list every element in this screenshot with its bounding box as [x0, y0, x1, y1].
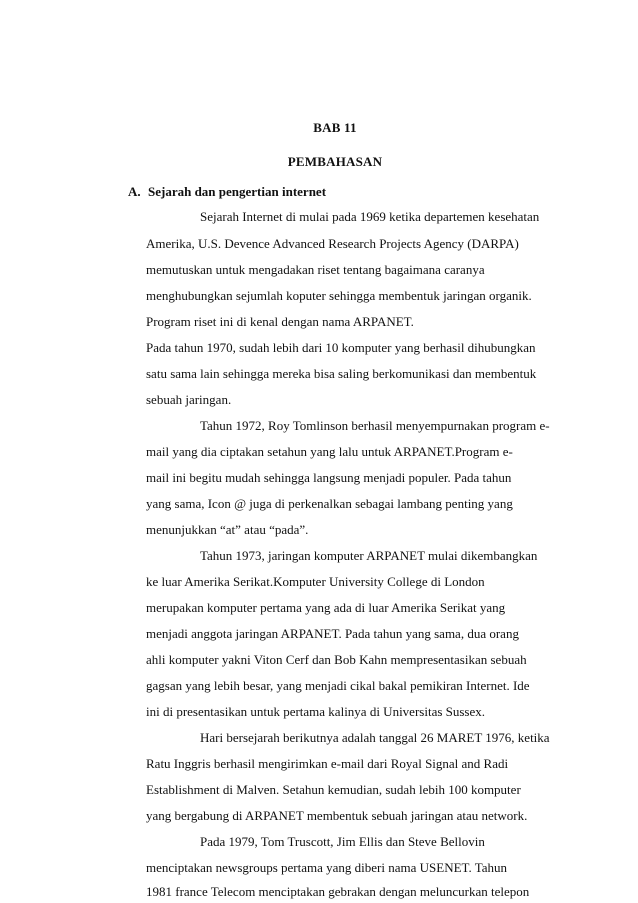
body-line: gagsan yang lebih besar, yang menjadi cikal bakal pemikiran Internet. Ide	[146, 678, 530, 693]
body-line: yang bergabung di ARPANET membentuk sebuah jaringan atau network.	[146, 808, 528, 823]
body-line: Program riset ini di kenal dengan nama ARPANET.	[146, 314, 414, 329]
body-line: sebuah jaringan.	[146, 392, 232, 407]
body-line: ahli komputer yakni Viton Cerf dan Bob Kahn mempresentasikan sebuah	[146, 652, 527, 667]
body-line: Tahun 1973, jaringan komputer ARPANET mulai dikembangkan	[200, 548, 538, 563]
chapter-title: PEMBAHASAN	[287, 154, 383, 169]
body-line: mail ini begitu mudah sehingga langsung menjadi populer. Pada tahun	[146, 470, 512, 485]
body-line: ke luar Amerika Serikat.Komputer University College di London	[146, 574, 485, 589]
body-line: menciptakan newsgroups pertama yang diberi nama USENET. Tahun	[146, 860, 508, 875]
body-line: satu sama lain sehingga mereka bisa saling berkomunikasi dan membentuk	[146, 366, 537, 381]
body-line: yang sama, Icon @ juga di perkenalkan sebagai lambang penting yang	[146, 496, 513, 511]
body-line: menghubungkan sejumlah koputer sehingga membentuk jaringan organik.	[146, 288, 532, 303]
body-line: Establishment di Malven. Setahun kemudian, sudah lebih 100 komputer	[146, 782, 521, 797]
body-line: Tahun 1972, Roy Tomlinson berhasil menyempurnakan program e-	[200, 418, 550, 433]
body-line: memutuskan untuk mengadakan riset tentang bagaimana caranya	[146, 262, 485, 277]
body-line: Pada tahun 1970, sudah lebih dari 10 komputer yang berhasil dihubungkan	[146, 340, 536, 355]
chapter-label: BAB 11	[313, 120, 357, 135]
body-line: merupakan komputer pertama yang ada di luar Amerika Serikat yang	[146, 600, 506, 615]
body-line: Pada 1979, Tom Truscott, Jim Ellis dan Steve Bellovin	[200, 834, 485, 849]
body-line: menunjukkan “at” atau “pada”.	[146, 522, 309, 537]
body-line: ini di presentasikan untuk pertama kalinya di Universitas Sussex.	[146, 704, 486, 719]
body-line: Sejarah Internet di mulai pada 1969 ketika departemen kesehatan	[200, 209, 540, 224]
body-line: menjadi anggota jaringan ARPANET. Pada tahun yang sama, dua orang	[146, 626, 519, 641]
section-marker: A.	[128, 184, 141, 199]
body-line: 1981 france Telecom menciptakan gebrakan dengan meluncurkan telepon	[146, 884, 530, 899]
body-line: mail yang dia ciptakan setahun yang lalu untuk ARPANET.Program e-	[146, 444, 513, 459]
section-heading	[128, 184, 326, 200]
body-line: Ratu Inggris berhasil mengirimkan e-mail dari Royal Signal and Radi	[146, 756, 509, 771]
body-line: Hari bersejarah berikutnya adalah tanggal 26 MARET 1976, ketika	[200, 730, 550, 745]
section-heading-text: Sejarah dan pengertian internet	[148, 184, 327, 199]
body-line: Amerika, U.S. Devence Advanced Research Projects Agency (DARPA)	[146, 236, 519, 251]
